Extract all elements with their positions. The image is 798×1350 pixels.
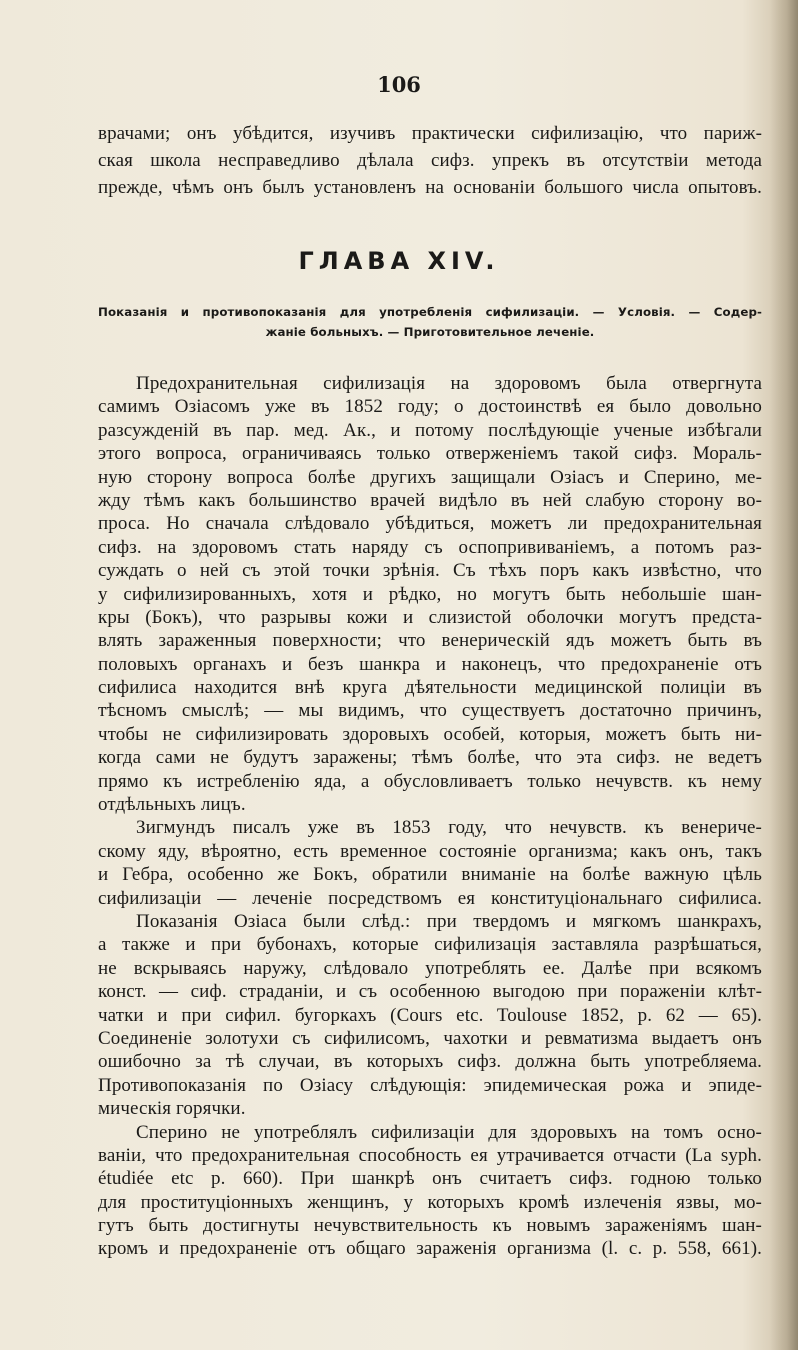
body-line: ошибочно за тѣ случаи, въ которыхъ сифз. должна быть употребляема. (98, 1051, 762, 1073)
body-line: когда сами не будутъ заражены; тѣмъ болѣе, что эта сифз. не ведетъ (98, 747, 762, 769)
body-line: прямо къ истребленію яда, а обусловливаетъ только нечувств. къ нему (98, 770, 762, 792)
body-line: отдѣльныхъ лицъ. (98, 794, 246, 816)
intro-line: прежде, чѣмъ онъ былъ установленъ на основаніи большого числа опытовъ. (98, 177, 762, 198)
body-line: сифилизаціи — леченіе посредствомъ ея конституціональнаго сифилиса. (98, 887, 762, 909)
body-line: у сифилизированныхъ, хотя и рѣдко, но могутъ быть небольшіе шан- (98, 583, 762, 605)
body-line: Зигмундъ писалъ уже въ 1853 году, что нечувств. къ венериче- (136, 817, 762, 839)
body-line: самимъ Озіасомъ уже въ 1852 году; о достоинствѣ ея было довольно (98, 396, 762, 418)
body-line: жду тѣмъ какъ большинство врачей видѣло въ ней слабую сторону во- (98, 489, 762, 511)
body-line: чтобы не сифилизировать здоровыхъ особей, которыя, можетъ быть ни- (98, 723, 762, 745)
body-line: не вскрываясь наружу, слѣдовало употреблять ее. Далѣе при всякомъ (98, 957, 762, 979)
body-line: мическія горячки. (98, 1098, 246, 1120)
body-line: этого вопроса, ограничиваясь только отверженіемъ такой сифз. Мораль- (98, 443, 762, 465)
body-line: скому яду, вѣроятно, есть временное состояніе организма; какъ онъ, такъ (98, 840, 762, 862)
body-line: и Гебра, особенно же Бокъ, обратили вниманіе на болѣе важную цѣль (98, 864, 762, 886)
body-line: ную сторону вопроса болѣе другихъ защищали Озіасъ и Сперино, ме- (98, 466, 762, 488)
body-line: Соединеніе золотухи съ сифилисомъ, чахотки и ревматизма выдаетъ онъ (98, 1027, 762, 1049)
body-line: сифз. на здоровомъ стать наряду съ оспопрививаніемъ, а потомъ раз- (98, 536, 762, 558)
page-number: 106 (377, 72, 421, 97)
body-line: Противопоказанія по Озіасу слѣдующія: эпидемическая рожа и эпиде- (98, 1074, 762, 1096)
body-line: Предохранительная сифилизація на здоровомъ была отвергнута (136, 373, 762, 394)
page-gutter-shadow (770, 0, 798, 1350)
body-line: для проституціонныхъ женщинъ, у которыхъ кромѣ излеченія язвы, мо- (98, 1191, 762, 1213)
chapter-body (98, 372, 762, 1261)
body-line: чатки и при сифил. бугоркахъ (Cours etc. Toulouse 1852, p. 62 — 65). (98, 1004, 762, 1026)
body-line: кры (Бокъ), что разрывы кожи и слизистой оболочки могутъ предста- (98, 606, 762, 628)
chapter-summary (98, 302, 762, 342)
body-line: а также и при бубонахъ, которые сифилизація заставляла разрѣшаться, (98, 934, 762, 956)
body-line: конст. — сиф. страданіи, и съ особенною выгодою при пораженіи клѣт- (98, 981, 762, 1003)
body-line: Сперино не употреблялъ сифилизаціи для здоровыхъ на томъ осно- (136, 1121, 762, 1143)
body-line: разсужденій въ пар. мед. Ак., и потому послѣдующіе ученые избѣгали (98, 419, 762, 441)
body-line: гутъ быть достигнуты нечувствительность къ новымъ зараженіямъ шан- (98, 1215, 762, 1237)
body-line: кромъ и предохраненіе отъ общаго зараженія организма (l. c. p. 558, 661). (98, 1238, 762, 1260)
intro-line: врачами; онъ убѣдится, изучивъ практически сифилизацію, что париж- (98, 123, 762, 144)
body-line: Показанія Озіаса были слѣд.: при твердомъ и мягкомъ шанкрахъ, (136, 910, 762, 932)
body-line: ваніи, что предохранительная способность ея утрачивается отчасти (La syph. (98, 1144, 762, 1166)
summary-line: жаніе больныхъ. — Приготовительное леченіе. (265, 325, 595, 339)
body-line: étudiée etc p. 660). При шанкрѣ онъ считаетъ сифз. годною только (98, 1168, 762, 1190)
body-line: суждать о ней съ этой точки зрѣнія. Съ тѣхъ поръ какъ извѣстно, что (98, 560, 762, 582)
body-line: половыхъ органахъ и безъ шанкра и наконецъ, что предохраненіе отъ (98, 653, 762, 675)
intro-line: ская школа несправедливо дѣлала сифз. упрекъ въ отсутствіи метода (98, 150, 762, 171)
intro-paragraph (98, 120, 762, 201)
body-line: сифилиса находится внѣ круга дѣятельности медицинской полиціи въ (98, 677, 762, 699)
body-line: проса. Но сначала слѣдовало убѣдиться, можетъ ли предохранительная (98, 513, 762, 535)
body-line: тѣсномъ смыслѣ; — мы видимъ, что существуетъ достаточно причинъ, (98, 700, 762, 722)
summary-line: Показанія и противопоказанія для употребленія сифилизаціи. — Условія. — Содер- (98, 305, 762, 319)
chapter-heading: ГЛАВА XIV. (298, 247, 500, 275)
body-line: влять зараженныя поверхности; что венерическій ядъ можетъ быть въ (98, 630, 762, 652)
